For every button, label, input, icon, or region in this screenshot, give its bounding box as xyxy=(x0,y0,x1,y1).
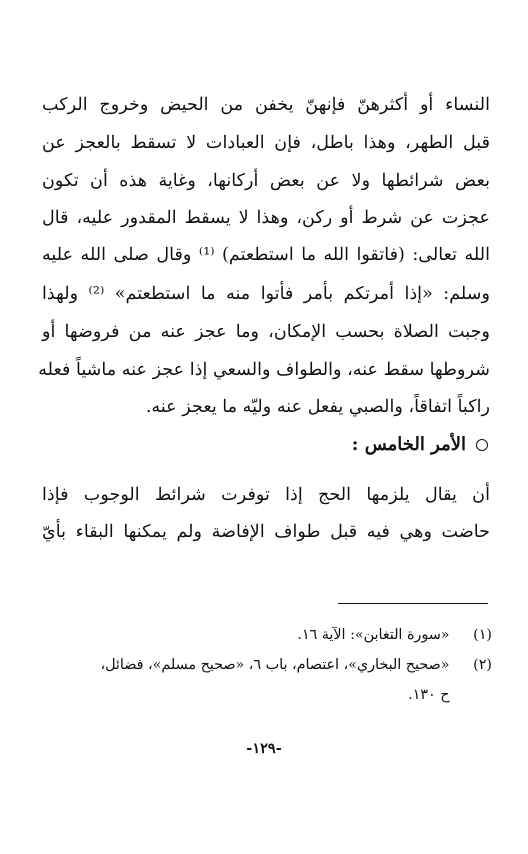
footnote xyxy=(40,653,492,677)
footnote-number: (١) xyxy=(473,627,492,643)
footnote-continuation xyxy=(40,683,492,707)
circle-bullet-icon xyxy=(476,439,488,451)
body-line: النساء أو أكثرهنّ فإنهنّ يخفن من الحيض وخروج الركب xyxy=(42,95,490,115)
body-line: قبل الطهر، وهذا باطل، فإن العبادات لا تسقط بالعجز عن xyxy=(42,133,490,153)
footnote-text: ح ١٣٠. xyxy=(408,687,450,703)
body-line: وسلم: «إذا أمرتكم بأمر فأتوا منه ما استطعتم» ⁽²⁾ ولهذا xyxy=(42,284,490,304)
footnote-number: (٢) xyxy=(473,657,492,673)
page-number: -١٢٩- xyxy=(246,740,282,757)
section-heading-text: الأمر الخامس : xyxy=(351,434,466,455)
section-heading xyxy=(40,428,488,462)
body-line: عجزت عن شرط أو ركن، وهذا لا يسقط المقدور عليه، قال xyxy=(42,208,490,228)
footnote-text: «صحيح البخاري»، اعتصام، باب ٦، «صحيح مسلم»، فضائل، xyxy=(100,657,450,673)
body-line: شروطها سقط عنه، والطواف والسعي إذا عجز عنه ماشياً فعله xyxy=(38,360,490,380)
footnote-separator xyxy=(338,603,488,604)
footnote-text: «سورة التغابن»: الآية ١٦. xyxy=(297,627,450,643)
body-line: راكباً اتفاقاً، والصبي يفعل عنه وليّه ما يعجز عنه. xyxy=(145,397,490,417)
footnote xyxy=(40,623,492,647)
body-line: الله تعالى: (فاتقوا الله ما استطعتم) ⁽¹⁾ وقال صلى الله عليه xyxy=(42,245,490,265)
body-line: أن يقال يلزمها الحج إذا توفرت شرائط الوجوب فإذا xyxy=(42,485,490,505)
body-line: وجبت الصلاة بحسب الإمكان، وما عجز عنه من فروضها أو xyxy=(42,322,490,342)
body-line: بعض شرائطها ولا عن بعض أركانها، وغاية هذه أن تكون xyxy=(42,171,490,191)
body-line: حاضت وهي فيه قبل طواف الإفاضة ولم يمكنها البقاء بأيّ xyxy=(42,522,490,542)
